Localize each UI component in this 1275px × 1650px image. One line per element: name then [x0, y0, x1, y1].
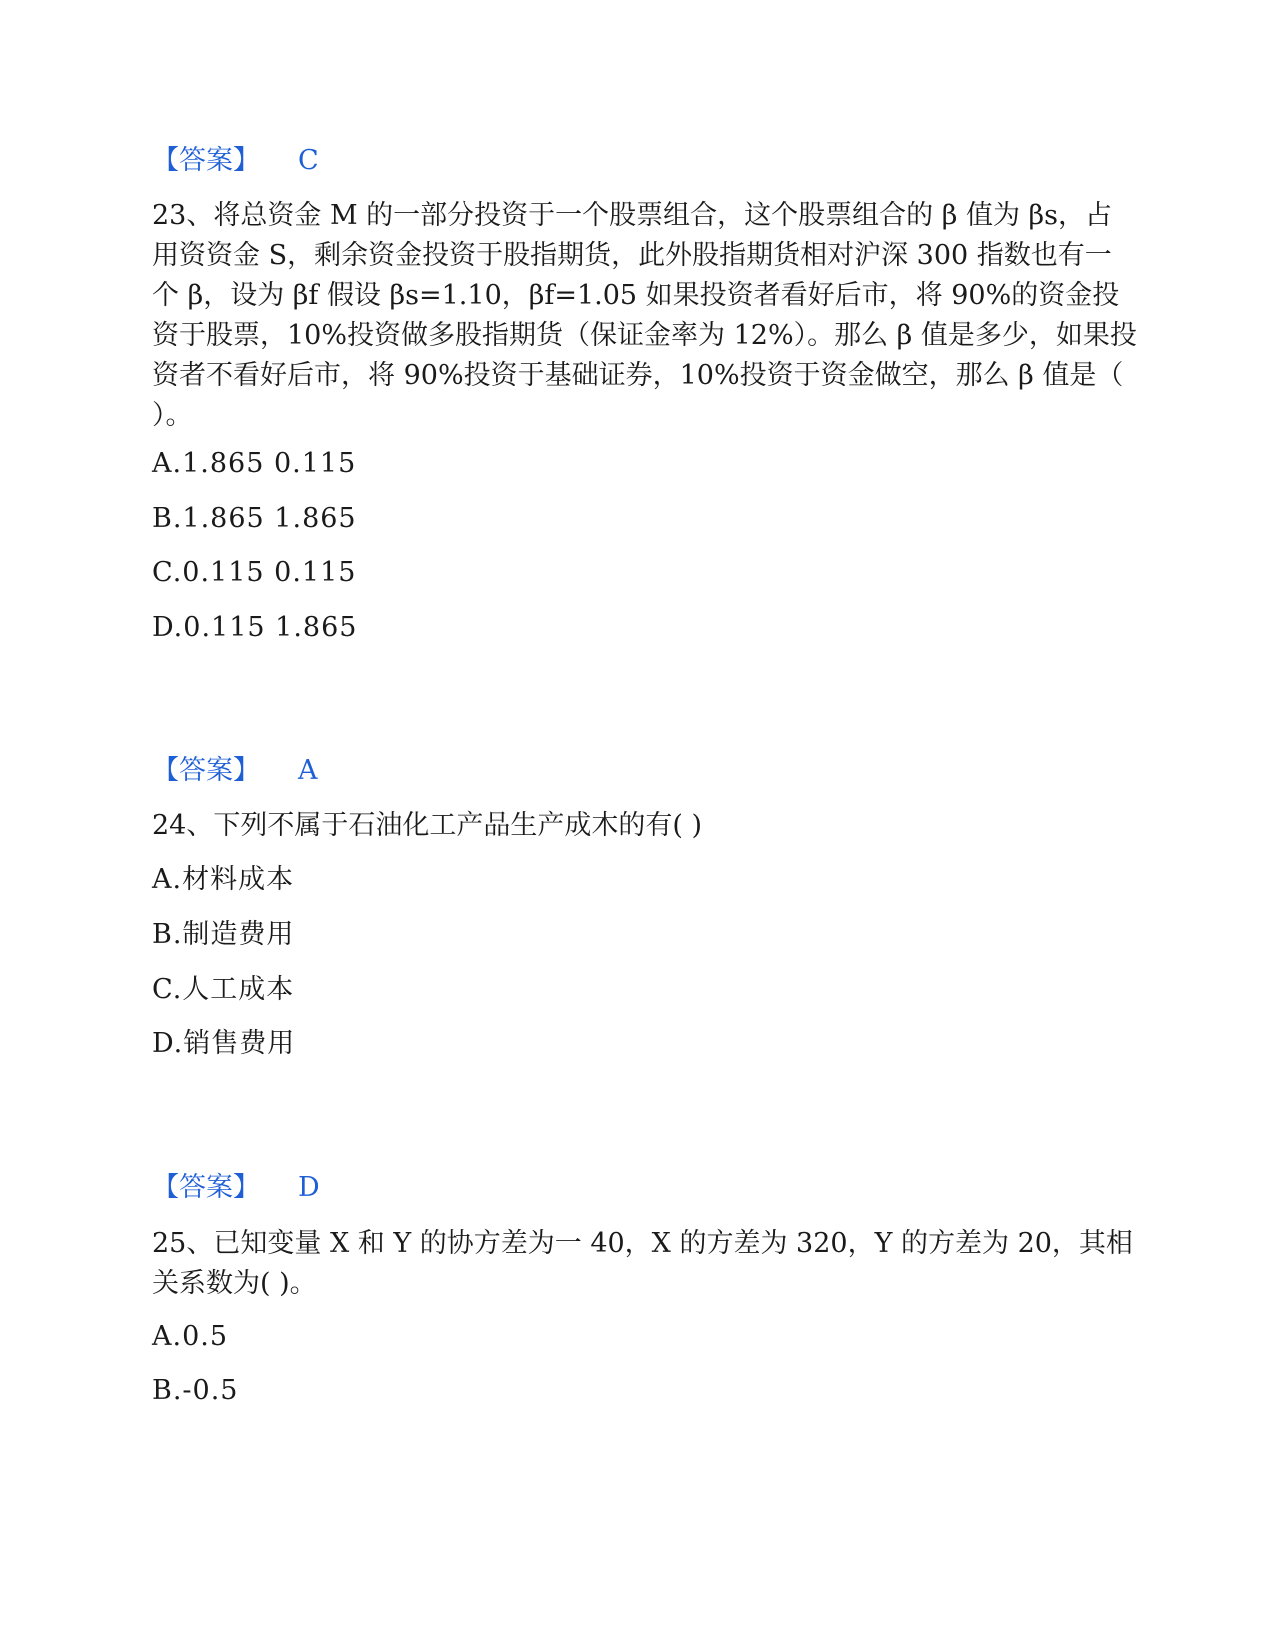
question-text: 25、已知变量 X 和 Y 的协方差为一 40，X 的方差为 320，Y 的方差为 20，其相关系数为( )。: [152, 1228, 1133, 1299]
option-b: B.制造费用: [152, 919, 295, 950]
answer-line: [152, 753, 318, 789]
question-text: 24、下列不属于石油化工产品生产成木的有( ): [152, 810, 703, 841]
answer-line: [152, 1170, 320, 1206]
option-b: B.1.865 1.865: [152, 503, 357, 534]
option-c: C.人工成本: [152, 974, 295, 1005]
question-text: 23、将总资金 M 的一部分投资于一个股票组合，这个股票组合的 β 值为 βs，占用资资金 S，剩余资金投资于股指期货，此外股指期货相对沪深 300 指数也有一个 β，设为 βf 假设 βs=1.10，βf=1.05 如果投资者看好后市，将 90%的资金投资于股票，10%投资做多股指期货（保证金率为 12%）。那么 β 值是多少，如果投资者不看好后市，将 90%投资于基础证券，10%投资于资金做空，那么 β 值是（ ）。: [152, 200, 1137, 431]
option-d: D.销售费用: [152, 1028, 296, 1059]
option-a: A.0.5: [152, 1321, 229, 1352]
option-b: B.-0.5: [152, 1375, 239, 1406]
answer-value: C: [298, 145, 319, 176]
question-25: [152, 1224, 1137, 1304]
answer-label: 【答案】: [152, 145, 260, 176]
question-24: [152, 806, 1137, 846]
question-23: [152, 196, 1137, 436]
answer-label: 【答案】: [152, 1172, 260, 1203]
option-c: C.0.115 0.115: [152, 557, 357, 588]
option-d: D.0.115 1.865: [152, 612, 358, 643]
answer-value: D: [298, 1172, 320, 1203]
option-a: A.材料成本: [152, 864, 295, 895]
option-a: A.1.865 0.115: [152, 448, 357, 479]
answer-value: A: [298, 755, 318, 786]
answer-label: 【答案】: [152, 755, 260, 786]
answer-line: [152, 143, 319, 179]
